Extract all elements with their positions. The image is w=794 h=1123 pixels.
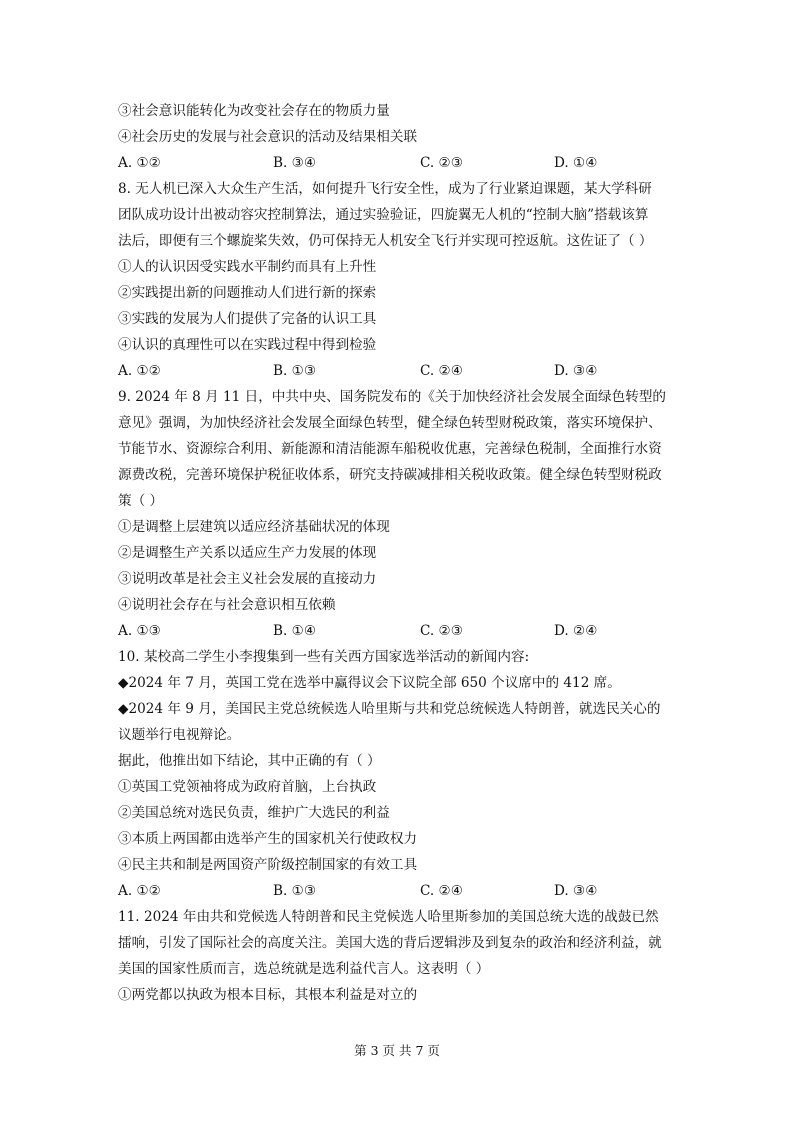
- statement-item: ④说明社会存在与社会意识相互依赖: [118, 597, 336, 613]
- question-10-stem: 据此，他推出如下结论，其中正确的有（ ）: [118, 753, 381, 769]
- statement-item: ②是调整生产关系以适应生产力发展的体现: [118, 545, 377, 561]
- statement-item: ③实践的发展为人们提供了完备的认识工具: [118, 311, 377, 327]
- answer-options: [118, 622, 678, 640]
- question-8-stem: 8. 无人机已深入大众生产生活，如何提升飞行安全性，成为了行业紧迫课题，某大学科研: [118, 181, 652, 197]
- question-11-stem: 11. 2024 年由共和党候选人特朗普和民主党候选人哈里斯参加的美国总统大选的战鼓已然: [118, 909, 659, 925]
- answer-options: [118, 882, 678, 900]
- answer-options: [118, 362, 678, 380]
- question-10-stem: ◆2024 年 7 月，英国工党在选举中赢得议会下议院全部 650 个议席中的 412 席。: [118, 675, 621, 691]
- question-8-stem: 法后，即便有三个螺旋桨失效，仍可保持无人机安全飞行并实现可控返航。这佐证了（ ）: [118, 233, 653, 249]
- option-d: D. ③④: [554, 363, 598, 379]
- option-c: C. ②④: [420, 883, 463, 899]
- question-10-stem: ◆2024 年 9 月，美国民主党总统候选人哈里斯与共和党总统候选人特朗普，就选民关心的: [118, 701, 661, 717]
- statement-item: ③本质上两国都由选举产生的国家机关行使政权力: [118, 831, 418, 847]
- option-c: C. ②③: [420, 155, 463, 171]
- question-10-stem: 议题举行电视辩论。: [118, 727, 241, 743]
- statement-item: ④民主共和制是两国资产阶级控制国家的有效工具: [118, 857, 418, 873]
- statement-item: ④认识的真理性可以在实践过程中得到检验: [118, 337, 377, 353]
- question-9-stem: 意见》强调，为加快经济社会发展全面绿色转型，健全绿色转型财税政策，落实环境保护、: [118, 415, 662, 431]
- statement-item: ③社会意识能转化为改变社会存在的物质力量: [118, 103, 390, 119]
- question-11-stem: 擂响，引发了国际社会的高度关注。美国大选的背后逻辑涉及到复杂的政治和经济利益，就: [118, 935, 662, 951]
- answer-options: [118, 154, 678, 172]
- question-9-stem: 9. 2024 年 8 月 11 日，中共中央、国务院发布的《关于加快经济社会发展全面绿色转型的: [118, 389, 667, 405]
- option-b: B. ①④: [273, 623, 317, 639]
- statement-item: ①两党都以执政为根本目标，其根本利益是对立的: [118, 987, 418, 1003]
- option-a: A. ①③: [118, 623, 161, 639]
- option-a: A. ①②: [118, 155, 161, 171]
- option-d: D. ①④: [554, 155, 598, 171]
- option-d: D. ②④: [554, 623, 598, 639]
- option-c: C. ②③: [420, 623, 463, 639]
- statement-item: ①英国工党领袖将成为政府首脑，上台执政: [118, 779, 377, 795]
- question-9-stem: 源费改税，完善环境保护税征收体系，研究支持碳减排相关税收政策。健全绿色转型财税政: [118, 467, 662, 483]
- option-b: B. ③④: [273, 155, 317, 171]
- statement-item: ①人的认识因受实践水平制约而具有上升性: [118, 259, 377, 275]
- question-8-stem: 团队成功设计出被动容灾控制算法，通过实验验证，四旋翼无人机的“控制大脑”搭载该算: [118, 207, 649, 223]
- question-11-stem: 美国的国家性质而言，选总统就是选利益代言人。这表明（ ）: [118, 961, 490, 977]
- option-b: B. ①③: [273, 883, 317, 899]
- question-10-stem: 10. 某校高二学生小李搜集到一些有关西方国家选举活动的新闻内容:: [118, 649, 530, 665]
- statement-item: ②实践提出新的问题推动人们进行新的探索: [118, 285, 377, 301]
- page-footer: 第 3 页 共 7 页: [354, 1043, 440, 1058]
- statement-item: ②美国总统对选民负责，维护广大选民的利益: [118, 805, 390, 821]
- option-d: D. ③④: [554, 883, 598, 899]
- option-a: A. ①②: [118, 883, 161, 899]
- question-9-stem: 策（ ）: [118, 493, 164, 509]
- option-c: C. ②④: [420, 363, 463, 379]
- statement-item: ④社会历史的发展与社会意识的活动及结果相关联: [118, 129, 418, 145]
- question-9-stem: 节能节水、资源综合利用、新能源和清洁能源车船税收优惠，完善绿色税制，全面推行水资: [118, 441, 662, 457]
- statement-item: ③说明改革是社会主义社会发展的直接动力: [118, 571, 377, 587]
- statement-item: ①是调整上层建筑以适应经济基础状况的体现: [118, 519, 390, 535]
- option-a: A. ①②: [118, 363, 161, 379]
- option-b: B. ①③: [273, 363, 317, 379]
